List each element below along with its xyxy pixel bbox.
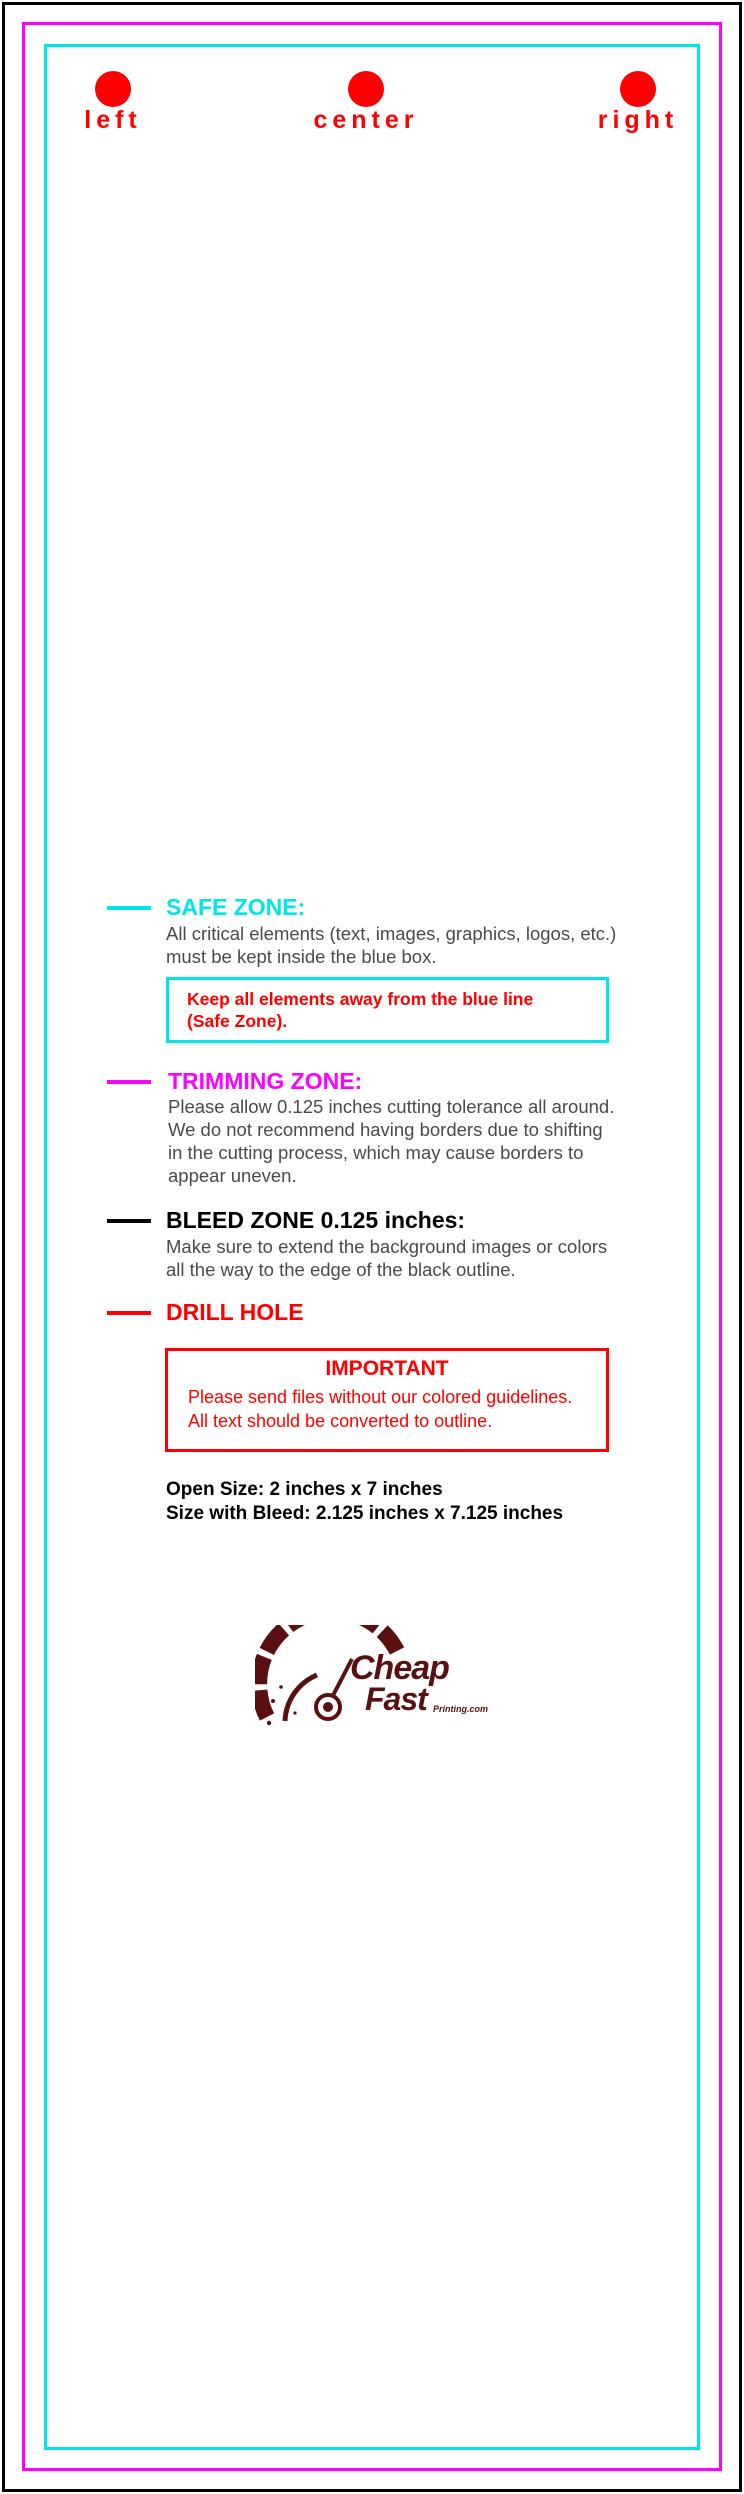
drill-hole-center	[348, 71, 384, 107]
bleed-size-text: Size with Bleed: 2.125 inches x 7.125 inches	[166, 1503, 564, 1524]
drill-label-center: center	[313, 106, 419, 134]
drill-hole-swatch	[107, 1311, 151, 1315]
trimming-zone-line-2: We do not recommend having borders due to shifting	[168, 1119, 603, 1140]
safe-zone-swatch	[107, 906, 151, 910]
safe-zone-note-box	[166, 977, 609, 1043]
trimming-zone-heading: TRIMMING ZONE:	[168, 1068, 363, 1094]
drill-hole-left	[95, 71, 131, 107]
bleed-zone-swatch	[107, 1219, 151, 1223]
trimming-zone-line-4: appear uneven.	[168, 1165, 297, 1186]
cheap-fast-printing-logo	[255, 1625, 505, 1733]
important-title: IMPORTANT	[325, 1357, 449, 1380]
trimming-zone-line-1: Please allow 0.125 inches cutting tolerance all around.	[168, 1096, 615, 1117]
drill-hole-heading: DRILL HOLE	[166, 1299, 304, 1325]
important-line-2: All text should be converted to outline.	[188, 1411, 493, 1431]
safe-zone-note-line-2: (Safe Zone).	[187, 1011, 288, 1031]
drill-hole-right	[620, 71, 656, 107]
important-line-1: Please send files without our colored guidelines.	[188, 1387, 573, 1407]
safe-zone-line-2: must be kept inside the blue box.	[166, 946, 437, 967]
bleed-zone-line-2: all the way to the edge of the black outline.	[166, 1259, 516, 1280]
open-size-text: Open Size: 2 inches x 7 inches	[166, 1479, 443, 1500]
important-box	[165, 1348, 609, 1452]
safe-zone-note-line-1: Keep all elements away from the blue line	[187, 989, 534, 1009]
drill-label-right: right	[597, 106, 679, 134]
bleed-zone-line-1: Make sure to extend the background images or colors	[166, 1236, 608, 1257]
safe-zone-line-1: All critical elements (text, images, graphics, logos, etc.)	[166, 923, 617, 944]
logo-word-cheap: Cheap	[350, 1649, 449, 1687]
bleed-zone-heading: BLEED ZONE 0.125 inches:	[166, 1207, 466, 1233]
trimming-zone-swatch	[107, 1080, 151, 1084]
trimming-zone-line-3: in the cutting process, which may cause borders to	[168, 1142, 584, 1163]
safe-zone-heading: SAFE ZONE:	[166, 894, 306, 920]
logo-word-fast: Fast	[365, 1681, 427, 1717]
logo-suffix: Printing.com	[433, 1704, 489, 1714]
drill-label-left: left	[84, 106, 142, 134]
